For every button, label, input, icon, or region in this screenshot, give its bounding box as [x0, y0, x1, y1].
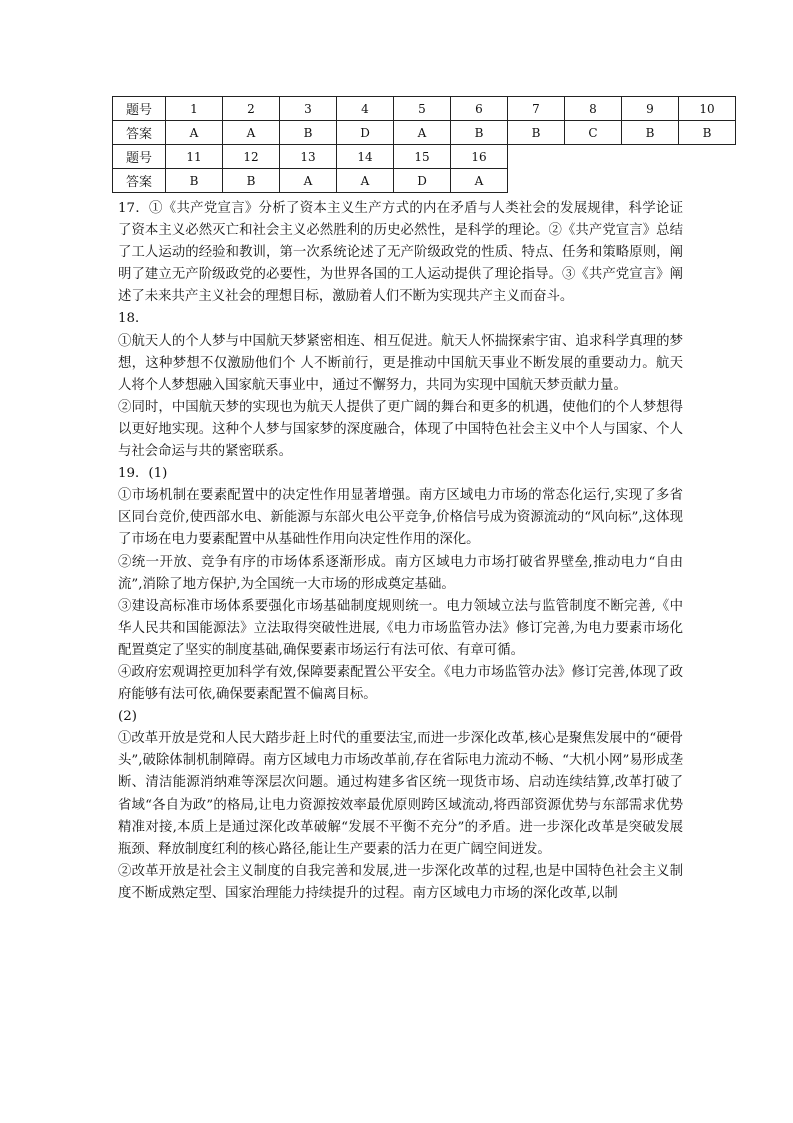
answer-cell: B: [622, 121, 679, 145]
question-number: 3: [280, 97, 337, 121]
question-number: 5: [394, 97, 451, 121]
answer-19-1-point-2: ②统一开放、竞争有序的市场体系逐渐形成。南方区域电力市场打破省界壁垒,推动电力“自由流”,消除了地方保护,为全国统一大市场的形成奠定基础。: [118, 554, 683, 592]
question-number: 10: [679, 97, 736, 121]
question-label: 题号: [113, 145, 166, 169]
question-number: 12: [223, 145, 280, 169]
answer-cell: A: [280, 169, 337, 193]
answer-19-1-point-1: ①市场机制在要素配置中的决定性作用显著增强。南方区域电力市场的常态化运行,实现了多省区同台竞价,使西部水电、新能源与东部火电公平竞争,价格信号成为资源流动的“风向标”,这体现了市场在电力要素配置中从基础性作用向决定性作用的深化。: [118, 488, 683, 548]
question-number-row-1: [113, 97, 736, 121]
answer-explanations: [118, 198, 683, 905]
answer-19-2-point-2: ②改革开放是社会主义制度的自我完善和发展,进一步深化改革的过程,也是中国特色社会主义制度不断成熟定型、国家治理能力持续提升的过程。南方区域电力市场的深化改革,以制: [118, 863, 683, 901]
answer-19-1-point-4: ④政府宏观调控更加科学有效,保障要素配置公平安全。《电力市场监管办法》修订完善,体现了政府能够有法可依,确保要素配置不偏离目标。: [118, 664, 683, 703]
answer-19-part-2-heading: (2): [118, 709, 137, 725]
question-label: 题号: [113, 97, 166, 121]
answer-18-point-1: ①航天人的个人梦与中国航天梦紧密相连、相互促进。航天人怀揣探索宇宙、追求科学真理的梦想，这种梦想不仅激励他们个 人不断前行，更是推动中国航天事业不断发展的重要动力。航天人将个人梦想融入国家航天事业中，通过不懈努力，共同为实现中国航天梦贡献力量。: [118, 333, 683, 393]
answer-key-table: [112, 96, 736, 193]
answer-cell: B: [451, 121, 508, 145]
question-number: 11: [166, 145, 223, 169]
question-number: 9: [622, 97, 679, 121]
question-number: 15: [394, 145, 451, 169]
question-number: 16: [451, 145, 508, 169]
answer-18-point-2: ②同时，中国航天梦的实现也为航天人提供了更广阔的舞台和更多的机遇，使他们的个人梦想得以更好地实现。这种个人梦与国家梦的深度融合，体现了中国特色社会主义中个人与国家、个人与社会命运与共的紧密联系。: [118, 399, 683, 460]
answer-label: 答案: [113, 169, 166, 193]
answer-cell: B: [508, 121, 565, 145]
answer-cell: B: [280, 121, 337, 145]
answer-cell: A: [166, 121, 223, 145]
question-number: 14: [337, 145, 394, 169]
question-number: 4: [337, 97, 394, 121]
answer-19-1-point-3: ③建设高标准市场体系要强化市场基础制度规则统一。电力领域立法与监管制度不断完善,《中华人民共和国能源法》立法取得突破性进展,《电力市场监管办法》修订完善,为电力要素市场化配置奠定了坚实的制度基础,确保要素市场运行有法可依、有章可循。: [118, 598, 683, 658]
question-number: 7: [508, 97, 565, 121]
question-number-row-2: [113, 145, 736, 169]
question-number: 13: [280, 145, 337, 169]
answer-cell: A: [451, 169, 508, 193]
answer-label: 答案: [113, 121, 166, 145]
answer-cell: A: [394, 121, 451, 145]
answer-cell: B: [166, 169, 223, 193]
question-number: 2: [223, 97, 280, 121]
question-number: 6: [451, 97, 508, 121]
answer-cell: D: [394, 169, 451, 193]
answer-19-2-point-1: ①改革开放是党和人民大踏步赶上时代的重要法宝,而进一步深化改革,核心是聚焦发展中的“硬骨头”,破除体制机制障碍。南方区域电力市场改革前,存在省际电力流动不畅、“大机小网”易形成垄断、清洁能源消纳难等深层次问题。通过构建多省区统一现货市场、启动连续结算,改革打破了省域“各自为政”的格局,让电力资源按效率最优原则跨区域流动,将西部资源优势与东部需求优势精准对接,本质上是通过深化改革破解“发展不平衡不充分”的矛盾。进一步深化改革是突破发展瓶颈、释放制度红利的核心路径,能让生产要素的活力在更广阔空间迸发。: [118, 731, 683, 857]
answer-19-part-1-heading: 19．(1): [118, 466, 168, 482]
answer-17: 17．①《共产党宣言》分析了资本主义生产方式的内在矛盾与人类社会的发展规律，科学论证了资本主义必然灭亡和社会主义必然胜利的历史必然性，是科学的理论。②《共产党宣言》总结了工人运动的经验和教训，第一次系统论述了无产阶级政党的性质、特点、任务和策略原则，阐明了建立无产阶级政党的必要性，为世界各国的工人运动提供了理论指导。③《共产党宣言》阐述了未来共产主义社会的理想目标，激励着人们不断为实现共产主义而奋斗。: [118, 201, 683, 305]
answer-cell: A: [223, 121, 280, 145]
question-number: 1: [166, 97, 223, 121]
empty-cell: [508, 169, 736, 193]
answer-cell: A: [337, 169, 394, 193]
answer-row-1: [113, 121, 736, 145]
empty-cell: [508, 145, 736, 169]
answer-cell: B: [223, 169, 280, 193]
answer-cell: C: [565, 121, 622, 145]
answer-18-heading: 18．: [118, 311, 149, 327]
answer-cell: B: [679, 121, 736, 145]
answer-row-2: [113, 169, 736, 193]
answer-cell: D: [337, 121, 394, 145]
question-number: 8: [565, 97, 622, 121]
